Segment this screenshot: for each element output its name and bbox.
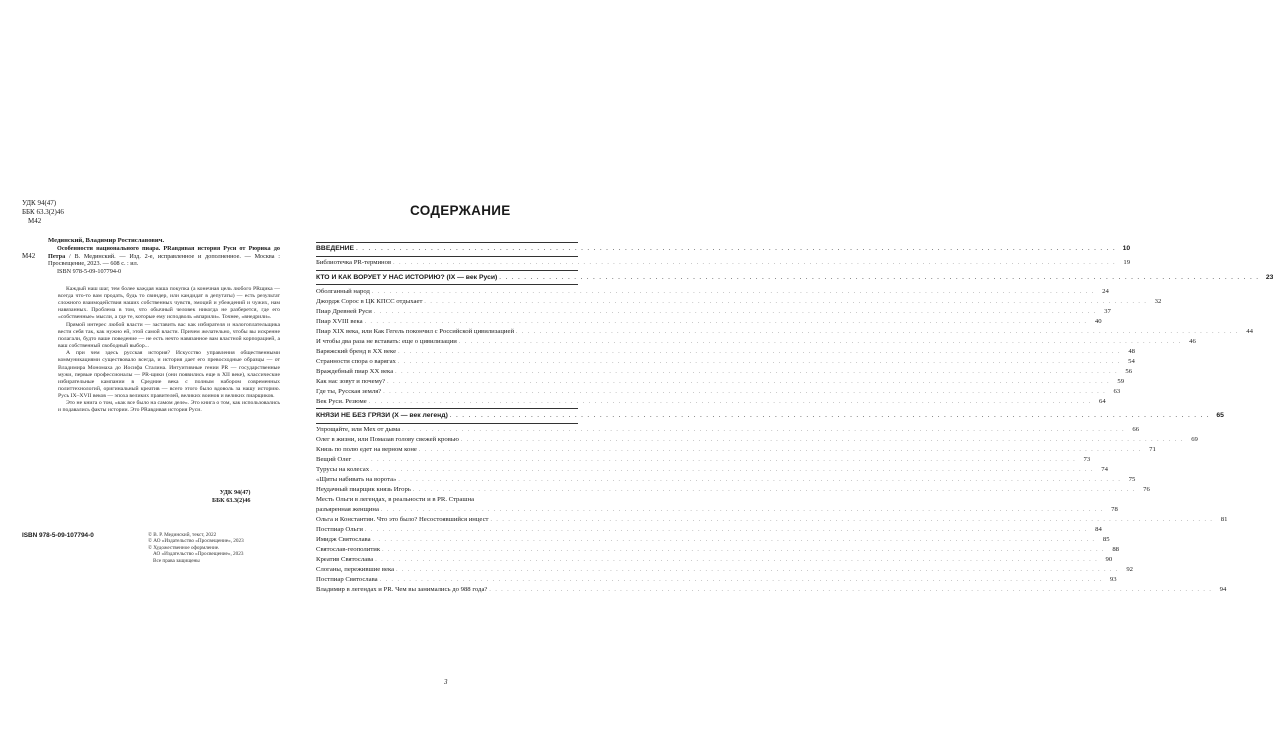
bib-title (48, 245, 280, 268)
toc-entry-title: Имидж Святослава (316, 536, 371, 543)
annotation-paragraph: Каждый наш шаг, тем более каждая наша покупка (а конечная цель любого PRщика — всегда что-то вам продать, будь то свиндер, или кандидат в депутаты) — есть результат сложного взаимодействия наших собственных чувств, эмоций и убеждений и чужих, нам навязанных. Проблема в том, что обычный человек никогда не разберется, где его «собственные» мысли, а где те, которые ему исподволь «впарили». Точнее, «внедрили». (58, 286, 280, 321)
toc-entry-page: 75 (1128, 476, 1136, 483)
toc-entry[interactable] (316, 377, 1125, 387)
copyright-block (148, 532, 244, 564)
annotation (58, 286, 280, 415)
toc-entry-title: И чтобы два раза не вставать: еще о цивилизации (316, 337, 457, 345)
toc-section[interactable] (316, 273, 1273, 283)
toc-entry[interactable] (316, 445, 1156, 455)
section-rule (316, 242, 578, 243)
udc-code-bottom: УДК 94(47) (219, 489, 251, 496)
toc-entry-page: 71 (1149, 446, 1156, 453)
section-rule (316, 256, 578, 257)
bibliographic-record (48, 237, 280, 275)
toc-entry[interactable] (316, 367, 1133, 377)
toc-leader-dots (369, 397, 1092, 407)
toc-leader-dots (459, 337, 1182, 347)
toc-entry-page: 85 (1102, 536, 1110, 543)
toc-entry[interactable] (316, 525, 1102, 535)
toc-entry-page: 73 (1083, 456, 1091, 463)
toc-entry-page: 44 (1246, 327, 1253, 335)
toc-entry[interactable] (316, 495, 578, 505)
toc-entry-page: 66 (1132, 426, 1140, 433)
toc-entry-page: 81 (1220, 516, 1228, 523)
toc-entry-page: 10 (1122, 245, 1131, 252)
toc-entry-page: 40 (1094, 317, 1102, 325)
toc-heading: СОДЕРЖАНИЕ (410, 203, 511, 218)
toc-entry[interactable] (316, 585, 1227, 595)
toc-entry-title: Враждебный пиар XX века (316, 367, 394, 375)
toc-leader-dots (402, 425, 1125, 435)
annotation-paragraph: Это не книга о том, «как все было на самом деле». Это книга о том, как использовались и подавались факты истории. Это PRавдивая история Руси. (58, 400, 280, 414)
toc-entry-page: 94 (1219, 586, 1227, 593)
toc-entry-page: 65 (1216, 412, 1224, 419)
toc-entry-page: 76 (1143, 486, 1150, 493)
toc-entry[interactable] (316, 485, 1150, 495)
classification-codes-bottom (212, 489, 250, 505)
copyright-line: © АО «Издательство «Просвещение», 2023 (148, 538, 244, 545)
toc-leader-dots (395, 367, 1118, 377)
toc-entry[interactable] (316, 307, 1111, 317)
toc-entry-page: 32 (1154, 297, 1162, 305)
toc-entry-title: Пиар XVIII века (316, 317, 363, 325)
toc-leader-dots (356, 244, 1116, 254)
toc-entry-title: Турусы на колесах (316, 466, 370, 473)
section-rule (316, 408, 578, 409)
toc-leader-dots (374, 307, 1097, 317)
toc-leader-dots (365, 525, 1088, 535)
toc-leader-dots (489, 585, 1212, 595)
isbn: ISBN 978-5-09-107794-0 (22, 532, 94, 539)
toc-leader-dots (424, 297, 1147, 307)
toc-entry-page: 59 (1117, 377, 1125, 385)
copyright-line: Все права защищены (153, 557, 200, 564)
toc-entry-page: 24 (1102, 287, 1109, 295)
toc-entry[interactable] (316, 297, 1162, 307)
toc-entry-title: КТО И КАК ВОРУЕТ У НАС ИСТОРИЮ? (IX — век Руси) (316, 273, 498, 281)
section-rule (316, 284, 578, 285)
toc-leader-dots (398, 475, 1121, 485)
classification-codes (22, 199, 64, 225)
toc-entry-title: Олег в жизни, или Помазав голову свежей кровью (316, 436, 459, 443)
toc-entry[interactable] (316, 327, 1253, 337)
bib-title-rest: / В. Мединский. — Изд. 2-е, исправленное и дополненное. — Москва : Просвещение, 2023. — 608 с. : ил. (48, 252, 280, 268)
toc-leader-dots (383, 387, 1106, 397)
toc-leader-dots (372, 287, 1095, 297)
toc-leader-dots (375, 555, 1098, 565)
toc-entry-title: Пиар Древней Руси (316, 307, 372, 315)
toc-entry-page: 78 (1111, 506, 1118, 513)
bib-isbn: ISBN 978-5-09-107794-0 (57, 267, 122, 275)
toc-leader-dots (450, 411, 1210, 421)
toc-entry-page: 54 (1128, 357, 1135, 365)
copyright-line: АО «Издательство «Просвещение», 2023 (153, 551, 244, 558)
toc-entry[interactable] (316, 435, 1198, 445)
toc-entry-page: 74 (1101, 466, 1108, 473)
toc-entry-page: 93 (1109, 576, 1117, 583)
toc-leader-dots (387, 377, 1110, 387)
toc-leader-dots (413, 485, 1136, 495)
toc-entry-title: Неудачный пиарщик князь Игорь (316, 486, 411, 493)
toc-entry-page: 88 (1112, 546, 1120, 553)
toc-entry[interactable] (316, 287, 1109, 297)
toc-leader-dots (371, 465, 1094, 475)
toc-leader-dots (381, 505, 1104, 515)
toc-section[interactable] (316, 411, 1224, 421)
toc-entry-title: разъяренная женщина (316, 506, 379, 513)
toc-entry[interactable] (316, 397, 1106, 407)
toc-entry-title: Оболганный народ (316, 287, 370, 295)
toc-leader-dots (516, 327, 1239, 337)
toc-entry-title: Век Руси. Резюме (316, 397, 367, 405)
toc-entry-title: Джордж Сорос в ЦК КПСС отдыхает (316, 297, 423, 305)
toc-entry-page: 37 (1104, 307, 1111, 315)
toc-entry-page: 90 (1105, 556, 1113, 563)
annotation-paragraph: А при чем здесь русская история? Искусство управления общественными коммуникациями существовало всегда, и история дает его превосходные образцы — от Владимира Мономаха до Иосифа Сталина. Интуитивные гении PR — государственные мужи, первые профессионалы — PR-щики (они появились еще в XII веке), классические избирательные кампании в Средние века с полным набором современных политтехнологий, оригинальный креатив — всего этого было вдоволь за нашу историю. Русь IX–XVII веков — эпоха великих правителей, великих воинов и великих пиарщиков. (58, 350, 280, 399)
toc-entry-title: Князь по полю едет на верном коне (316, 446, 417, 453)
toc-entry-title: Святослав-геополитик (316, 546, 381, 553)
toc-entry-title: Упрощайте, или Мех от дыма (316, 426, 401, 433)
toc-entry[interactable] (316, 465, 1108, 475)
section-rule (316, 423, 578, 424)
toc-entry-title: Где ты, Русская земля? (316, 387, 382, 395)
toc-entry-page: 56 (1125, 367, 1133, 375)
toc-entry[interactable] (316, 535, 1110, 545)
toc-entry-title: Владимир в легендах и PR. Чем вы занимались до 988 года? (316, 586, 488, 593)
toc-entry[interactable] (316, 337, 1196, 347)
toc-entry[interactable] (316, 545, 1120, 555)
toc-leader-dots (393, 258, 1116, 268)
toc-entry-page: 46 (1189, 337, 1196, 345)
toc-entry-page: 69 (1191, 436, 1198, 443)
toc-entry-title: Вещий Олег (316, 456, 352, 463)
toc-leader-dots (380, 575, 1103, 585)
bbk-code: ББК 63.3(2)46 (22, 207, 64, 216)
toc-entry[interactable] (316, 347, 1135, 357)
toc-entry[interactable] (316, 455, 1091, 465)
toc-entry[interactable] (316, 565, 1133, 575)
annotation-paragraph: Прямой интерес любой власти — заставить вас как избирателя и налогоплательщика вести себя так, как нужно ей, этой самой власти. Причем желательно, чтобы вы искренне полагали, будто ваше поведение — не есть нечто навязанное вам властной корпорацией, а ваш собственный свободный выбор... (58, 321, 280, 349)
toc-leader-dots (373, 535, 1096, 545)
toc-entry-page: 84 (1095, 526, 1102, 533)
toc-leader-dots (398, 357, 1121, 367)
toc-entry[interactable] (316, 317, 1102, 327)
toc-entry-title: КНЯЗИ НЕ БЕЗ ГРЯЗИ (X — век легенд) (316, 412, 448, 419)
toc-entry-page: 48 (1128, 347, 1135, 355)
bib-author: Мединский, Владимир Ростиславович. (48, 237, 165, 244)
left-page (0, 0, 300, 750)
toc-entry-title: Постпиар Святослава (316, 576, 378, 583)
toc-entry-title: Как нас зовут и почему? (316, 377, 386, 385)
toc-entry-title: Креатив Святослава (316, 556, 374, 563)
toc-entry-title: ВВЕДЕНИЕ (316, 245, 355, 252)
toc-entry-page: 63 (1113, 387, 1121, 395)
toc-entry-page: 64 (1098, 397, 1106, 405)
bib-title-bold: Особенности национального пиара. PRавдивая история Руси от Рюрика до Петра (48, 245, 280, 260)
toc-section[interactable] (316, 244, 1131, 254)
page-number: 3 (444, 678, 448, 686)
toc-entry[interactable] (316, 258, 1131, 268)
copyright-line: © В. Р. Мединский, текст, 2022 (148, 532, 217, 538)
toc-entry-title: «Щиты набивать на ворота» (316, 476, 397, 483)
toc-leader-dots (365, 317, 1088, 327)
toc-leader-dots (499, 273, 1259, 283)
toc-leader-dots (419, 445, 1142, 455)
toc-leader-dots (382, 545, 1105, 555)
copyright-line: © Художественное оформление. (148, 544, 220, 551)
toc-leader-dots (396, 565, 1119, 575)
toc-entry-title: Месть Ольги в легендах, в реальности и в PR. Страшна (316, 496, 475, 503)
toc-entry[interactable] (316, 475, 1136, 485)
toc-leader-dots (353, 455, 1076, 465)
toc-entry[interactable] (316, 387, 1121, 397)
toc-entry-page: 19 (1123, 259, 1131, 266)
toc-leader-dots (490, 515, 1213, 525)
toc-entry[interactable] (316, 505, 1118, 515)
toc-entry-title: Варяжский бренд в XX веке (316, 347, 397, 355)
toc-entry[interactable] (316, 425, 1140, 435)
toc-entry-title: Библиотечка PR-терминов (316, 259, 392, 266)
udc-code: УДК 94(47) (22, 199, 57, 207)
toc-entry-page: 92 (1126, 566, 1133, 573)
toc-entry-title: Постпиар Ольги (316, 526, 363, 533)
toc-entry-title: Пиар XIX века, или Как Гегель покончил с Российской цивилизацией (316, 327, 515, 335)
toc-entry[interactable] (316, 575, 1117, 585)
table-of-contents (316, 240, 1273, 595)
bbk-code-bottom: ББК 63.3(2)46 (212, 497, 251, 504)
toc-entry-title: Ольга и Константин. Что это было? Несостоявшийся инцест (316, 516, 489, 523)
toc-entry[interactable] (316, 555, 1113, 565)
toc-leader-dots (398, 347, 1121, 357)
author-mark: М42 (28, 216, 42, 225)
toc-entry-page: 23 (1265, 273, 1273, 281)
toc-entry[interactable] (316, 515, 1228, 525)
side-author-mark: М42 (22, 252, 36, 260)
toc-entry[interactable] (316, 357, 1135, 367)
toc-entry-title: Странности спора о варягах (316, 357, 396, 365)
toc-entry-title: Слоганы, пережившие века (316, 566, 395, 573)
section-rule (316, 270, 578, 271)
toc-leader-dots (461, 435, 1184, 445)
